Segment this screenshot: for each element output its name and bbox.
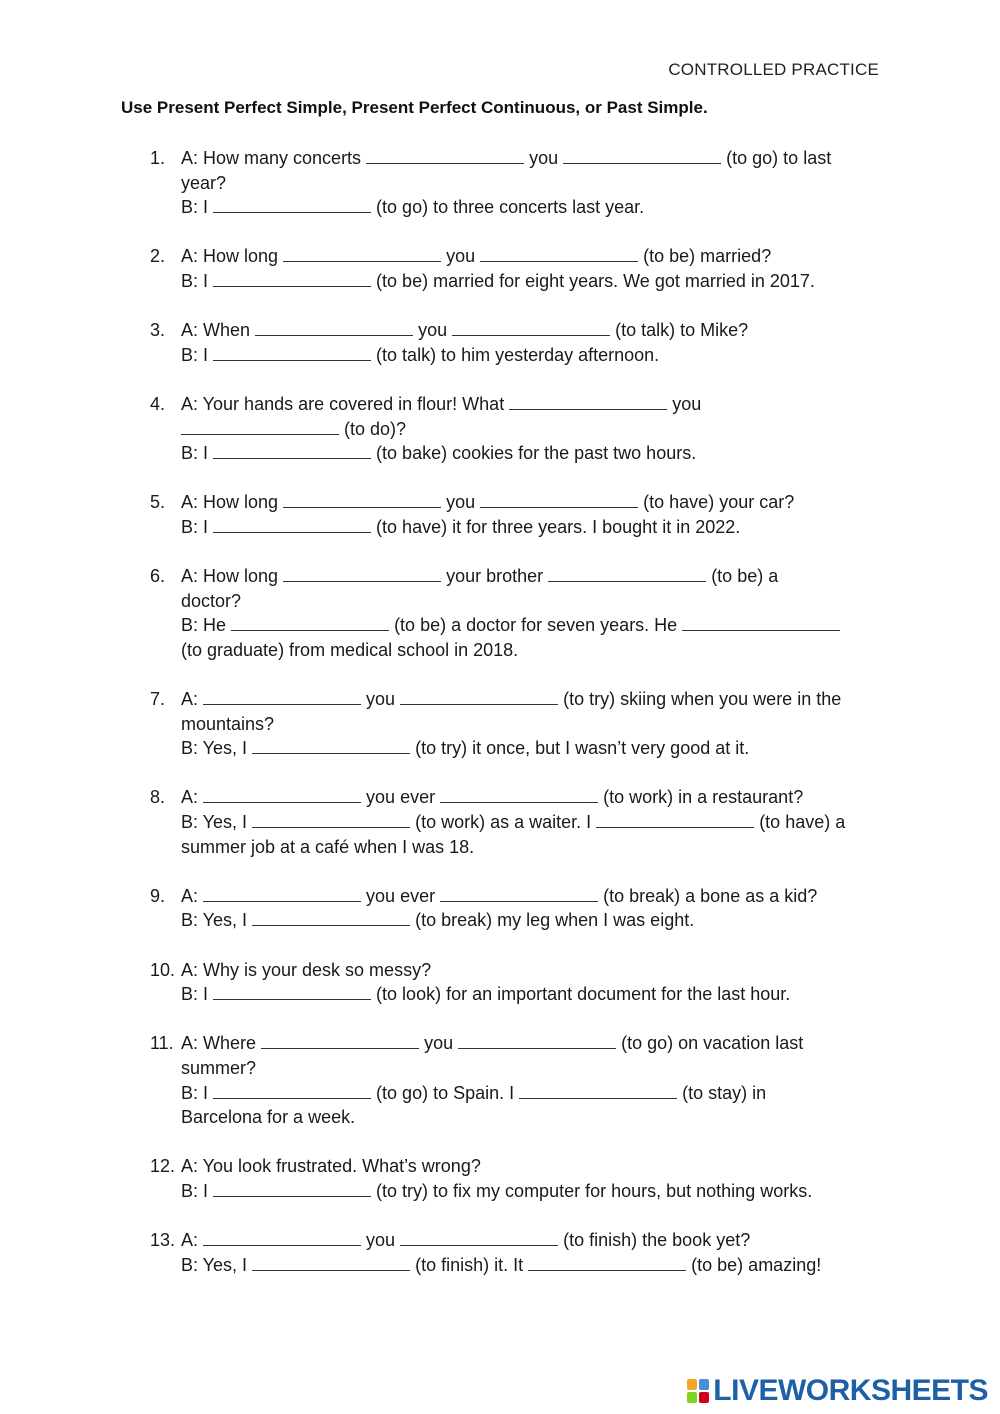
instructions: Use Present Perfect Simple, Present Perfect Continuous, or Past Simple. (121, 98, 708, 117)
text-segment: (to go) to three concerts last year. (376, 197, 645, 218)
text-segment: B: I (181, 1082, 209, 1103)
text-segment: A: You look frustrated. What’s wrong? (181, 1156, 481, 1177)
exercise-item-3 (150, 318, 880, 367)
exercise-item-13 (150, 1228, 880, 1277)
line-a-cont (181, 171, 880, 196)
line-a (181, 146, 880, 171)
exercise-item-12 (150, 1154, 880, 1203)
text-segment: (to break) my leg when I was eight. (415, 910, 695, 931)
answer-blank[interactable] (452, 321, 610, 336)
line-b-cont (181, 638, 880, 663)
answer-blank[interactable] (213, 346, 371, 361)
text-segment: A: (181, 1230, 199, 1251)
text-segment: A: How long (181, 566, 279, 587)
text-segment: B: I (181, 270, 209, 291)
answer-blank[interactable] (440, 788, 598, 803)
text-segment: you (418, 320, 448, 341)
answer-blank[interactable] (283, 493, 441, 508)
text-segment: (to have) your car? (643, 492, 795, 513)
line-a-cont (181, 417, 880, 442)
item-number: 13. (150, 1230, 176, 1251)
line-b (181, 343, 880, 368)
item-number: 8. (150, 787, 166, 808)
line-a (181, 1228, 880, 1253)
answer-blank[interactable] (548, 567, 706, 582)
line-a-cont (181, 589, 880, 614)
text-segment: (to stay) in (682, 1082, 767, 1103)
text-segment: (to go) to Spain. I (376, 1082, 515, 1103)
text-segment: (to have) a (759, 812, 846, 833)
text-segment: you ever (366, 787, 436, 808)
answer-blank[interactable] (213, 1182, 371, 1197)
text-segment: (to talk) to him yesterday afternoon. (376, 344, 660, 365)
line-b (181, 195, 880, 220)
exercise-item-1 (150, 146, 880, 220)
text-segment: you (366, 689, 396, 710)
line-a (181, 1154, 880, 1179)
exercise-item-7 (150, 687, 880, 761)
answer-blank[interactable] (252, 739, 410, 754)
text-segment: (to break) a bone as a kid? (603, 885, 818, 906)
answer-blank[interactable] (509, 395, 667, 410)
item-number: 3. (150, 320, 166, 341)
answer-blank[interactable] (213, 272, 371, 287)
text-segment: B: He (181, 615, 227, 636)
line-b (181, 908, 880, 933)
text-segment: doctor? (181, 590, 242, 611)
line-b-cont (181, 1105, 880, 1130)
text-segment: you (672, 393, 702, 414)
text-segment: mountains? (181, 713, 275, 734)
line-a (181, 244, 880, 269)
line-a-cont (181, 712, 880, 737)
text-segment: B: I (181, 984, 209, 1005)
answer-blank[interactable] (283, 567, 441, 582)
text-segment: summer? (181, 1057, 257, 1078)
text-segment: (to try) it once, but I wasn’t very good at it. (415, 738, 750, 759)
line-a (181, 884, 880, 909)
text-segment: (to go) to last (726, 148, 832, 168)
text-segment: (to bake) cookies for the past two hours. (376, 443, 697, 464)
text-segment: you (529, 148, 559, 168)
answer-blank[interactable] (400, 690, 558, 705)
item-number: 12. (150, 1156, 176, 1177)
text-segment: year? (181, 172, 227, 193)
text-segment: (to be) married for eight years. We got married in 2017. (376, 270, 815, 291)
text-segment: (to be) a (711, 566, 779, 587)
item-number: 6. (150, 566, 166, 587)
answer-blank[interactable] (213, 198, 371, 213)
text-segment: (to work) in a restaurant? (603, 787, 804, 808)
answer-blank[interactable] (231, 616, 389, 631)
text-segment: (to do)? (344, 418, 407, 439)
answer-blank[interactable] (480, 247, 638, 262)
text-segment: B: I (181, 197, 209, 218)
text-segment: (to work) as a waiter. I (415, 812, 592, 833)
text-segment: you (446, 246, 476, 267)
line-b (181, 736, 880, 761)
text-segment: (to try) to fix my computer for hours, but nothing works. (376, 1180, 813, 1201)
exercise-item-10 (150, 958, 880, 1007)
exercise-item-6 (150, 564, 880, 662)
text-segment: A: (181, 689, 199, 710)
answer-blank[interactable] (213, 985, 371, 1000)
answer-blank[interactable] (480, 493, 638, 508)
line-a (181, 564, 880, 589)
item-number: 10. (150, 959, 176, 980)
answer-blank[interactable] (252, 813, 410, 828)
text-segment: your brother (446, 566, 544, 587)
page-header-title: CONTROLLED PRACTICE (668, 60, 879, 79)
line-b (181, 1253, 880, 1278)
text-segment: A: Where (181, 1033, 257, 1054)
answer-blank[interactable] (563, 149, 721, 164)
text-segment: A: Why is your desk so messy? (181, 959, 432, 980)
answer-blank[interactable] (203, 887, 361, 902)
text-segment: A: How long (181, 246, 279, 267)
line-b (181, 982, 880, 1007)
logo-square-icon (699, 1392, 709, 1403)
answer-blank[interactable] (203, 788, 361, 803)
text-segment: B: Yes, I (181, 910, 248, 931)
answer-blank[interactable] (283, 247, 441, 262)
text-segment: (to be) a doctor for seven years. He (394, 615, 678, 636)
line-a-cont (181, 1056, 880, 1081)
text-segment: (to be) amazing! (691, 1254, 822, 1275)
exercise-item-4 (150, 392, 880, 466)
text-segment: B: I (181, 344, 209, 365)
text-segment: (to talk) to Mike? (615, 320, 749, 341)
text-segment: B: Yes, I (181, 1254, 248, 1275)
answer-blank[interactable] (252, 1256, 410, 1271)
answer-blank[interactable] (213, 444, 371, 459)
text-segment: B: I (181, 516, 209, 537)
item-number: 4. (150, 393, 166, 414)
line-a (181, 958, 880, 983)
line-b (181, 441, 880, 466)
line-b (181, 1179, 880, 1204)
answer-blank[interactable] (440, 887, 598, 902)
answer-blank[interactable] (203, 690, 361, 705)
answer-blank[interactable] (519, 1084, 677, 1099)
text-segment: A: Your hands are covered in flour! What (181, 393, 505, 414)
answer-blank[interactable] (366, 149, 524, 164)
answer-blank[interactable] (203, 1231, 361, 1246)
exercise-item-9 (150, 884, 880, 933)
text-segment: (to go) on vacation last (621, 1033, 804, 1054)
logo-square-icon (687, 1392, 697, 1403)
text-segment: you (446, 492, 476, 513)
answer-blank[interactable] (213, 1084, 371, 1099)
text-segment: Barcelona for a week. (181, 1107, 356, 1128)
item-number: 9. (150, 885, 166, 906)
liveworksheets-logo[interactable] (687, 1374, 988, 1408)
logo-squares-icon (687, 1379, 709, 1403)
text-segment: B: Yes, I (181, 738, 248, 759)
line-a (181, 490, 880, 515)
answer-blank[interactable] (682, 616, 840, 631)
text-segment: (to graduate) from medical school in 2018. (181, 639, 519, 660)
text-segment: B: Yes, I (181, 812, 248, 833)
exercise-item-2 (150, 244, 880, 293)
item-number: 5. (150, 492, 166, 513)
line-a (181, 785, 880, 810)
exercise-item-5 (150, 490, 880, 539)
line-b-cont (181, 835, 880, 860)
text-segment: summer job at a café when I was 18. (181, 836, 475, 857)
logo-text: LIVEWORKSHEETS (713, 1374, 988, 1407)
text-segment: A: How many concerts (181, 148, 362, 168)
text-segment: A: (181, 885, 199, 906)
text-segment: (to have) it for three years. I bought it in 2022. (376, 516, 741, 537)
item-number: 2. (150, 246, 166, 267)
text-segment: (to be) married? (643, 246, 772, 267)
text-segment: B: I (181, 443, 209, 464)
item-number: 11. (150, 1033, 174, 1054)
answer-blank[interactable] (252, 911, 410, 926)
answer-blank[interactable] (458, 1034, 616, 1049)
answer-blank[interactable] (528, 1256, 686, 1271)
answer-blank[interactable] (400, 1231, 558, 1246)
logo-square-icon (699, 1379, 709, 1390)
answer-blank[interactable] (261, 1034, 419, 1049)
item-number: 7. (150, 689, 166, 710)
line-b (181, 810, 880, 835)
logo-square-icon (687, 1379, 697, 1390)
exercise-item-11 (150, 1031, 880, 1129)
item-number: 1. (150, 148, 166, 168)
text-segment: (to finish) it. It (415, 1254, 524, 1275)
text-segment: A: (181, 787, 199, 808)
text-segment: A: How long (181, 492, 279, 513)
line-a (181, 392, 880, 417)
line-a (181, 1031, 880, 1056)
text-segment: A: When (181, 320, 251, 341)
answer-blank[interactable] (213, 518, 371, 533)
answer-blank[interactable] (181, 420, 339, 435)
text-segment: you ever (366, 885, 436, 906)
line-b (181, 613, 880, 638)
line-a (181, 318, 880, 343)
line-b (181, 1081, 880, 1106)
text-segment: you (366, 1230, 396, 1251)
line-b (181, 269, 880, 294)
exercise-item-8 (150, 785, 880, 859)
line-b (181, 515, 880, 540)
text-segment: (to try) skiing when you were in the (563, 689, 842, 710)
text-segment: you (424, 1033, 454, 1054)
text-segment: (to finish) the book yet? (563, 1230, 751, 1251)
text-segment: B: I (181, 1180, 209, 1201)
line-a (181, 687, 880, 712)
answer-blank[interactable] (596, 813, 754, 828)
text-segment: (to look) for an important document for the last hour. (376, 984, 791, 1005)
exercise-list (150, 146, 880, 1277)
answer-blank[interactable] (255, 321, 413, 336)
